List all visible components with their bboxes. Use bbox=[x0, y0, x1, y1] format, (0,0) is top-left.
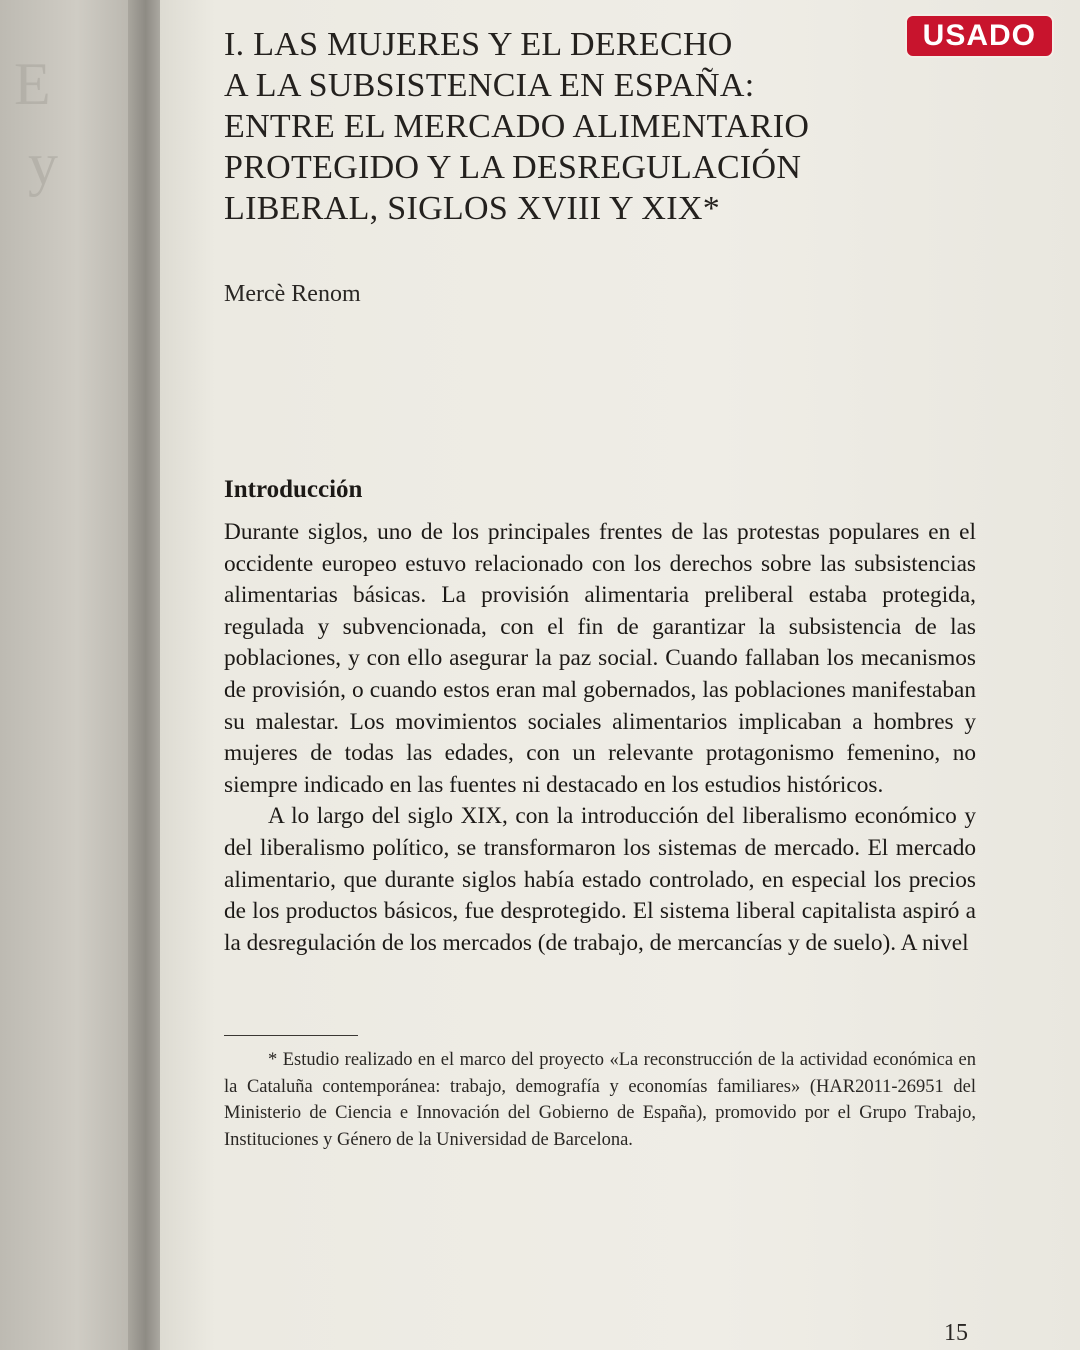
body-paragraph: Durante siglos, uno de los principales frentes de las protestas populares en el occidente europeo estuvo relacionado con los derechos sobre las subsistencias alimentarias básicas. La provisión alimentaria preliberal estaba protegida, regulada y subvencionada, con el fin de garantizar la subsistencia de las poblaciones, y con ello asegurar la paz social. Cuando fallaban los mecanismos de provisión, o cuando estos eran mal gobernados, las poblaciones manifestaban su malestar. Los movimientos sociales alimentarios implicaban a hombres y mujeres de todas las edades, con un relevante protagonismo femenino, no siempre indicado en las fuentes ni destacado en los estudios históricos. bbox=[224, 519, 976, 798]
left-page-bleed-text: y bbox=[28, 131, 58, 197]
footnote bbox=[224, 1047, 976, 1153]
chapter-title-line: A LA SUBSISTENCIA EN ESPAÑA: bbox=[224, 67, 755, 104]
chapter-title-line: PROTEGIDO Y LA DESREGULACIÓN bbox=[224, 149, 802, 186]
footnote-text: * Estudio realizado en el marco del proyecto «La reconstrucción de la actividad económica en la Cataluña contemporánea: trabajo, demografía y economías familiares» (HAR2011-26951 del Ministerio de Ciencia e Innovación del Gobierno de España), promovido por el Grupo Trabajo, Instituciones y Género de la Universidad de Barcelona. bbox=[224, 1050, 976, 1150]
section-heading: Introducción bbox=[224, 476, 363, 503]
page-number: 15 bbox=[944, 1320, 968, 1346]
body-paragraph: A lo largo del siglo XIX, con la introducción del liberalismo económico y del liberalismo político, se transformaron los sistemas de mercado. El mercado alimentario, que durante siglos había estado controlado, en especial los precios de los productos básicos, fue desprotegido. El sistema liberal capitalista aspiró a la desregulación de los mercados (de trabajo, de mercancías y de suelo). A nivel bbox=[224, 803, 976, 956]
body-text bbox=[224, 517, 976, 959]
chapter-author: Mercè Renom bbox=[224, 281, 361, 307]
left-page-bleed-text: E bbox=[14, 51, 51, 117]
left-page bbox=[0, 0, 140, 1350]
page-content bbox=[224, 24, 976, 1153]
chapter-title-line: ENTRE EL MERCADO ALIMENTARIO bbox=[224, 108, 810, 145]
chapter-title-line: I. LAS MUJERES Y EL DERECHO bbox=[224, 26, 733, 63]
chapter-title bbox=[224, 24, 976, 229]
footnote-divider bbox=[224, 1035, 358, 1036]
used-badge: USADO bbox=[905, 14, 1054, 58]
chapter-title-line: LIBERAL, SIGLOS XVIII Y XIX* bbox=[224, 190, 720, 227]
